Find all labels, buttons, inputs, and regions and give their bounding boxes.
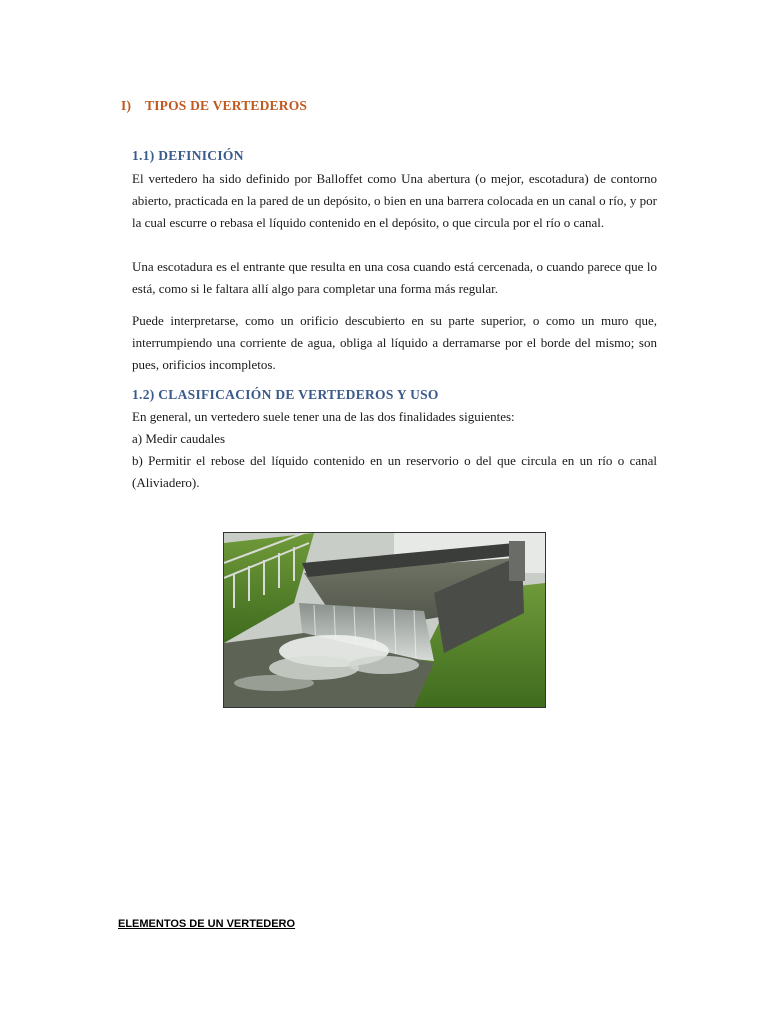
- list-item-b: b) Permitir el rebose del líquido contenido en un reservorio o del que circula en un río o canal (Aliviadero).: [132, 453, 657, 490]
- classification-heading: 1.2) CLASIFICACIÓN DE VERTEDEROS Y USO: [132, 387, 439, 402]
- definition-paragraph-1: El vertedero ha sido definido por Balloffet como Una abertura (o mejor, escotadura) de contorno abierto, practicada en la pared de un depósito, o bien en una barrera colocada en un canal o río, y por la cual escurre o rebasa el líquido contenido en el depósito, o que circula por el río o canal.: [132, 171, 657, 230]
- classification-intro: En general, un vertedero suele tener una de las dos finalidades siguientes:: [132, 409, 515, 424]
- weir-photo-illustration: [224, 533, 545, 707]
- definition-heading: 1.1) DEFINICIÓN: [132, 148, 244, 163]
- section-number: I): [121, 98, 132, 113]
- elements-heading: ELEMENTOS DE UN VERTEDERO: [118, 918, 296, 930]
- section-title: TIPOS DE VERTEDEROS: [145, 98, 308, 113]
- definition-paragraph-3: Puede interpretarse, como un orificio descubierto en su parte superior, o como un muro que, interrumpiendo una corriente de agua, obliga al líquido a derramarse por el borde del mismo; son pues, orificios incompletos.: [132, 313, 657, 372]
- list-item-a: a) Medir caudales: [132, 431, 226, 446]
- weir-photo: [223, 532, 546, 708]
- section-heading: [121, 98, 307, 114]
- definition-paragraph-2: Una escotadura es el entrante que resulta en una cosa cuando está cercenada, o cuando parece que lo está, como si le faltara allí algo para completar una forma más regular.: [132, 259, 657, 296]
